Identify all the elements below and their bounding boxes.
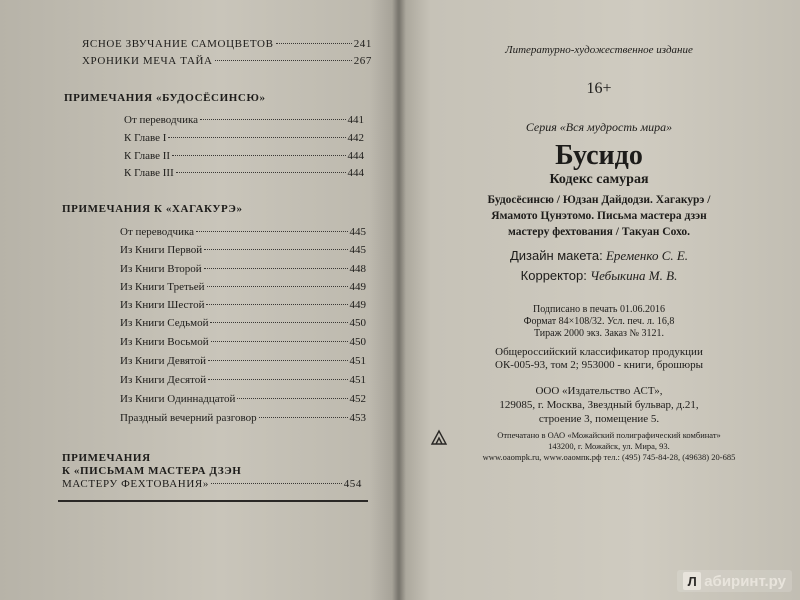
corrector-credit: [398, 268, 800, 284]
toc-entry: [120, 244, 366, 257]
leader-dots: [210, 322, 347, 323]
series-name: Серия «Вся мудрость мира»: [525, 120, 673, 134]
toc-entry-label: Из Книги Девятой: [120, 355, 206, 367]
leader-dots: [207, 286, 348, 287]
section-title-line: К «ПИСЬМАМ МАСТЕРА ДЗЭН: [62, 465, 242, 477]
leader-dots: [168, 137, 345, 138]
leader-dots: [215, 60, 352, 61]
toc-entry-label: Из Книги Первой: [120, 244, 203, 256]
toc-entry: [124, 167, 364, 180]
book-subtitle: Кодекс самурая: [549, 172, 649, 187]
design-credit: [398, 248, 800, 264]
toc-entry-page: 449: [349, 281, 366, 293]
right-page: [398, 0, 800, 600]
leader-dots: [196, 231, 347, 232]
leader-dots: [204, 268, 348, 269]
print-line: Подписано в печать 01.06.2016: [533, 304, 665, 315]
toc-entry: [120, 263, 366, 276]
book-title: Бусидо: [555, 140, 643, 171]
classifier-line: ОК-005-93, том 2; 953000 - книги, брошюры: [495, 359, 703, 371]
toc-entry-page: 453: [349, 412, 366, 424]
leader-dots: [237, 398, 347, 399]
toc-entry-page: 452: [349, 393, 366, 405]
design-label: Дизайн макета:: [509, 248, 603, 263]
toc-entry: [120, 355, 366, 368]
toc-entry: [120, 336, 366, 349]
printer-line: Отпечатано в ОАО «Можайский полиграфический комбинат»: [497, 430, 721, 440]
section-title-line: ПРИМЕЧАНИЯ: [62, 452, 151, 464]
toc-entry-label: От переводчика: [124, 114, 199, 126]
toc-entry: [124, 114, 364, 127]
toc-entry-label: Из Книги Шестой: [120, 299, 205, 311]
toc-entry-page: 449: [349, 299, 366, 311]
print-line: Формат 84×108/32. Усл. печ. л. 16,8: [523, 316, 675, 327]
toc-entry-page: 241: [353, 38, 372, 50]
leader-dots: [259, 417, 348, 418]
toc-entry: [120, 317, 366, 330]
toc-entry-label: ХРОНИКИ МЕЧА ТАЙА: [82, 55, 213, 67]
leader-dots: [211, 483, 342, 484]
toc-entry-label: Из Книги Десятой: [120, 374, 207, 386]
print-line: Тираж 2000 экз. Заказ № 3121.: [533, 328, 665, 339]
publisher-info: [398, 384, 800, 426]
toc-entry-label: Из Книги Третьей: [120, 281, 205, 293]
toc-entry-page: 451: [349, 374, 366, 386]
corrector-label: Корректор:: [520, 268, 587, 283]
toc-entry-page: 448: [349, 263, 366, 275]
age-rating: 16+: [586, 80, 612, 97]
toc-entry-label: К Главе III: [124, 167, 174, 179]
bottom-rule: [58, 500, 368, 502]
toc-entry-page: 445: [349, 244, 366, 256]
corrector-name: Чебыкина М. В.: [590, 268, 678, 283]
toc-entry-label: Из Книги Восьмой: [120, 336, 209, 348]
contents-line: Ямамото Цунэтомо. Письма мастера дзэн: [491, 210, 707, 222]
toc-entry: [120, 393, 366, 406]
toc-entry-page: 267: [353, 55, 372, 67]
section-title: ПРИМЕЧАНИЯ «БУДОСЁСИНСЮ»: [64, 92, 266, 104]
toc-entry-page: 444: [347, 167, 364, 179]
toc-entry: [82, 38, 372, 51]
printer-info: [428, 430, 790, 463]
book-gutter: [392, 0, 406, 600]
toc-entry: [124, 150, 364, 163]
printer-line: 143200, г. Можайск, ул. Мира, 93.: [548, 441, 670, 451]
toc-entry: [120, 226, 366, 239]
toc-entry-label: От переводчика: [120, 226, 195, 238]
leader-dots: [172, 155, 345, 156]
design-name: Еременко С. Е.: [605, 248, 689, 263]
printer-line: www.oaompk.ru, www.оаомпк.рф тел.: (495) 745-84-28, (49638) 20-685: [482, 452, 736, 462]
classifier-info: [398, 346, 800, 372]
section-title: ПРИМЕЧАНИЯ К «ХАГАКУРЭ»: [62, 203, 243, 215]
toc-entry-label: Праздный вечерний разговор: [120, 412, 257, 424]
publisher-line: ООО «Издательство АСТ»,: [535, 385, 663, 397]
contents-line: Будосёсинсю / Юдзан Дайдодзи. Хагакурэ /: [487, 194, 711, 206]
toc-entry-page: 441: [347, 114, 364, 126]
toc-entry-label: МАСТЕРУ ФЕХТОВАНИЯ»: [62, 478, 209, 490]
toc-entry-label: Из Книги Седьмой: [120, 317, 209, 329]
toc-entry-label: ЯСНОЕ ЗВУЧАНИЕ САМОЦВЕТОВ: [82, 38, 274, 50]
publisher-line: 129085, г. Москва, Звездный бульвар, д.21,: [499, 399, 699, 411]
toc-entry: [120, 281, 366, 294]
watermark-mark: Л: [683, 572, 701, 590]
toc-entry-page: 451: [349, 355, 366, 367]
toc-entry: [124, 132, 364, 145]
toc-entry: [120, 412, 366, 425]
leader-dots: [208, 379, 347, 380]
classifier-line: Общероссийский классификатор продукции: [495, 346, 703, 358]
toc-entry-page: 454: [343, 478, 362, 490]
leader-dots: [276, 43, 352, 44]
print-info: [398, 304, 800, 340]
leader-dots: [211, 341, 348, 342]
toc-entry-page: 442: [347, 132, 364, 144]
edition-type: Литературно-художественное издание: [505, 44, 693, 56]
toc-entry: [120, 374, 366, 387]
toc-entry-page: 444: [347, 150, 364, 162]
toc-entry-label: К Главе I: [124, 132, 167, 144]
leader-dots: [208, 360, 348, 361]
leader-dots: [200, 119, 345, 120]
leader-dots: [204, 249, 347, 250]
toc-entry-label: Из Книги Второй: [120, 263, 202, 275]
toc-entry-label: Из Книги Одиннадцатой: [120, 393, 236, 405]
watermark-logo: [677, 570, 792, 592]
toc-entry-page: 450: [349, 317, 366, 329]
toc-entry: [82, 55, 372, 68]
toc-entry: [62, 478, 362, 491]
contents-line: мастеру фехтования / Такуан Сохо.: [507, 226, 691, 238]
toc-entry: [120, 299, 366, 312]
toc-entry-label: К Главе II: [124, 150, 171, 162]
toc-entry-page: 445: [349, 226, 366, 238]
leader-dots: [176, 172, 346, 173]
publisher-line: строение 3, помещение 5.: [538, 413, 660, 425]
watermark-text: абиринт.ру: [704, 572, 786, 590]
toc-entry-page: 450: [349, 336, 366, 348]
leader-dots: [206, 304, 347, 305]
